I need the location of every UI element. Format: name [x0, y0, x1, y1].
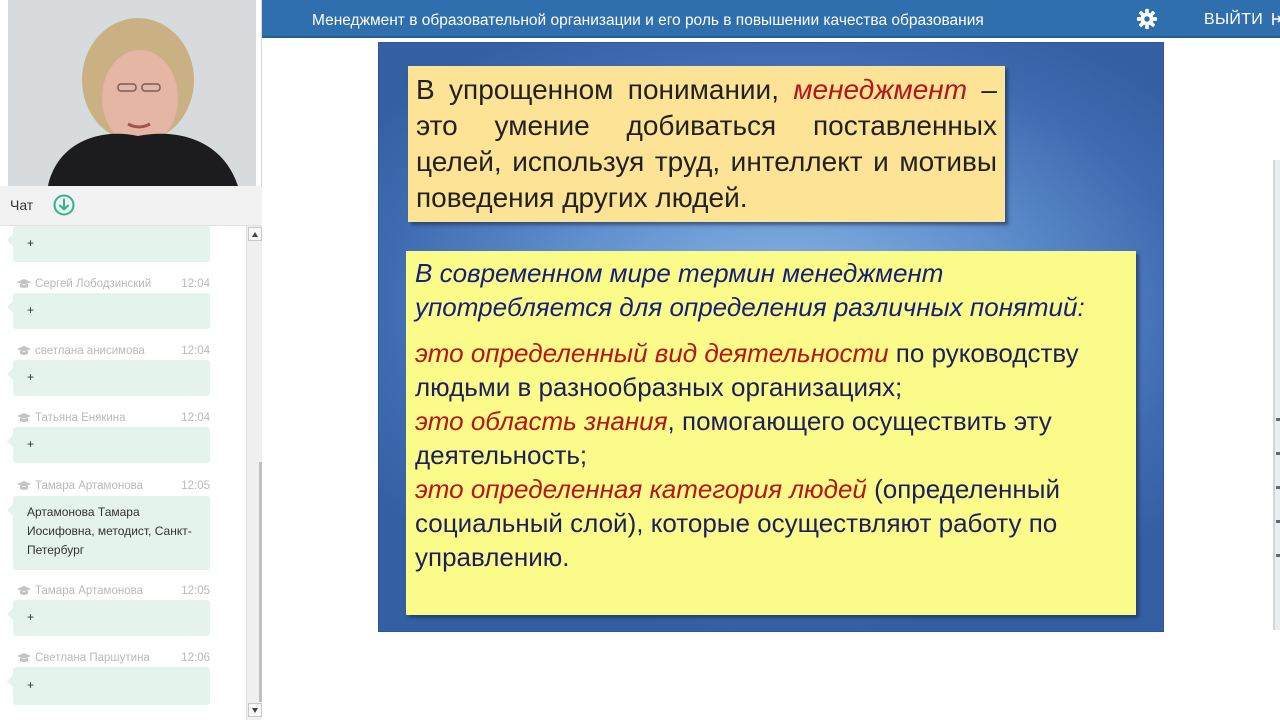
chat-message-bubble: [13, 667, 210, 705]
usage-item-3-highlight: это определенная категория людей: [415, 474, 867, 504]
usage-item-3: [415, 472, 1128, 574]
chat-message-text: +: [27, 303, 35, 317]
graduation-cap-icon: [16, 584, 32, 598]
chat-header: [0, 186, 262, 226]
chat-message-text: +: [27, 236, 35, 250]
presentation-slide: [378, 42, 1164, 632]
webcam-video: [8, 0, 256, 186]
presenter-video-frame: [8, 0, 256, 186]
webinar-title: Менеджмент в образовательной организации и его роль в повышении качества образования: [312, 12, 984, 29]
edge-marker: [1276, 418, 1280, 421]
chat-label: Чат: [10, 197, 34, 213]
edge-marker: [1276, 554, 1280, 557]
chat-message-bubble: [13, 293, 210, 329]
arrow-up-icon: [252, 232, 258, 237]
graduation-cap-icon: [16, 651, 32, 665]
graduation-cap-icon: [16, 411, 32, 425]
scroll-down-button[interactable]: [248, 703, 262, 717]
chat-message-meta: [16, 584, 210, 600]
usage-item-1: [415, 336, 1128, 404]
chat-message-text: +: [27, 437, 35, 451]
chat-message-bubble: [13, 360, 210, 396]
chat-message-bubble: [13, 496, 210, 570]
chat-message-meta: [16, 411, 210, 427]
definition-term: менеджмент: [793, 74, 968, 105]
usage-item-3-text: (определенный социальный слой), которые осуществляют работу по управлению.: [415, 474, 1060, 572]
scroll-thumb[interactable]: [259, 462, 262, 702]
graduation-cap-icon: [16, 277, 32, 291]
usage-item-1-text: по руководству людьми в разнообразных организациях;: [415, 338, 1079, 402]
graduation-cap-icon: [16, 479, 32, 493]
chat-author: Сергей Лободзинский: [35, 278, 152, 290]
edge-marker: [1276, 520, 1280, 523]
edge-marker: [1276, 486, 1280, 489]
usage-item-2: [415, 404, 1128, 472]
chat-time: 12:04: [181, 278, 210, 290]
chat-message-bubble: [13, 226, 210, 262]
chat-message-meta: [16, 651, 210, 667]
chat-message-meta: [16, 344, 210, 360]
usage-item-2-text: , помогающего осуществить эту деятельность;: [415, 406, 1052, 470]
definition-text-start: В упрощенном понимании,: [416, 74, 794, 105]
chat-time: 12:04: [181, 345, 210, 357]
usage-intro: В современном мире термин менеджмент употребляется для определения различных понятий:: [415, 258, 1085, 322]
scroll-up-button[interactable]: [248, 227, 262, 241]
usage-box: [406, 251, 1136, 615]
chat-message-text: +: [27, 678, 35, 692]
chat-message-bubble: [13, 427, 210, 463]
top-bar: [262, 0, 1280, 38]
chat-message-bubble: [13, 600, 210, 636]
graduation-cap-icon: [16, 344, 32, 358]
usage-item-1-highlight: это определенный вид деятельности: [415, 338, 889, 368]
chat-scrollbar[interactable]: [246, 226, 262, 720]
chat-time: 12:04: [181, 412, 210, 424]
definition-text-end: – это умение добиваться поставленных целей, используя труд, интеллект и мотивы поведения других людей.: [416, 74, 997, 213]
arrow-down-icon: [252, 708, 258, 713]
chat-message-text: +: [27, 610, 35, 624]
chat-time: 12:05: [181, 480, 210, 492]
usage-item-2-highlight: это область знания: [415, 406, 668, 436]
edge-marker: [1276, 452, 1280, 455]
chat-time: 12:06: [181, 652, 210, 664]
chat-author: Тамара Артамонова: [35, 480, 143, 492]
logout-icon[interactable]: [1272, 12, 1280, 26]
chat-author: светлана анисимова: [35, 345, 145, 357]
left-panel: [0, 0, 262, 720]
chat-message-text: Артамонова Тамара Иосифовна, методист, Санкт-Петербург: [27, 505, 192, 557]
chat-author: Тамара Артамонова: [35, 585, 143, 597]
download-icon[interactable]: [52, 193, 76, 217]
gear-icon[interactable]: [1136, 8, 1158, 30]
logout-button[interactable]: ВЫЙТИ: [1204, 11, 1264, 28]
chat-message-meta: [16, 479, 210, 495]
definition-box: [408, 66, 1005, 222]
chat-author: Светлана Паршутина: [35, 652, 150, 664]
chat-time: 12:05: [181, 585, 210, 597]
chat-author: Татьяна Енякина: [35, 412, 126, 424]
chat-message-text: +: [27, 370, 35, 384]
chat-message-list[interactable]: [0, 226, 246, 720]
chat-message-meta: [16, 277, 210, 293]
right-panel-edge: [1273, 160, 1280, 630]
